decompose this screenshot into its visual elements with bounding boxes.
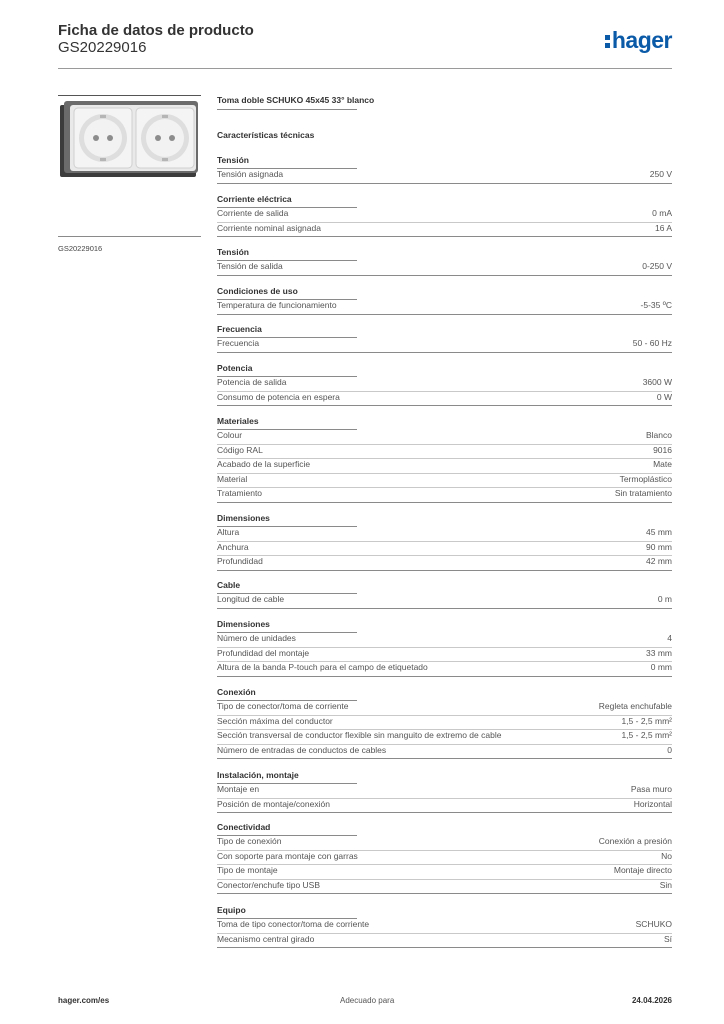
spec-value: Conexión a presión bbox=[598, 836, 672, 846]
spec-value: SCHUKO bbox=[635, 919, 672, 929]
spec-row bbox=[217, 429, 672, 443]
spec-label: Tipo de montaje bbox=[217, 865, 278, 875]
spec-value: 33 mm bbox=[646, 647, 672, 658]
spec-label: Sección máxima del conductor bbox=[217, 715, 333, 726]
spec-label: Profundidad del montaje bbox=[217, 647, 310, 658]
spec-label: Con soporte para montaje con garras bbox=[217, 850, 358, 861]
section-title: Potencia bbox=[217, 363, 253, 373]
spec-value: Termoplástico bbox=[619, 473, 672, 484]
spec-value: 3600 W bbox=[642, 377, 672, 387]
spec-value: 16 A bbox=[654, 222, 672, 233]
row-divider bbox=[217, 893, 672, 894]
spec-row bbox=[217, 632, 672, 646]
section-title: Equipo bbox=[217, 905, 246, 915]
image-bottom-divider bbox=[58, 236, 201, 237]
spec-row bbox=[217, 391, 672, 405]
spec-label: Tensión asignada bbox=[217, 169, 284, 179]
header-divider bbox=[58, 68, 672, 69]
spec-label: Montaje en bbox=[217, 784, 260, 794]
spec-row bbox=[217, 260, 672, 274]
spec-row bbox=[217, 918, 672, 932]
row-divider bbox=[217, 570, 672, 571]
spec-value: Mate bbox=[653, 459, 672, 469]
spec-row bbox=[217, 933, 672, 947]
section-title: Conexión bbox=[217, 687, 256, 697]
spec-row bbox=[217, 337, 672, 351]
section-title: Frecuencia bbox=[217, 324, 262, 334]
hager-colon-icon bbox=[605, 32, 611, 50]
spec-label: Potencia de salida bbox=[217, 377, 287, 387]
spec-row bbox=[217, 526, 672, 540]
row-divider bbox=[217, 502, 672, 503]
spec-label: Material bbox=[217, 473, 248, 484]
product-name: Toma doble SCHUKO 45x45 33° blanco bbox=[217, 95, 375, 105]
spec-row bbox=[217, 729, 672, 743]
section-title: Dimensiones bbox=[217, 513, 270, 523]
product-name-divider bbox=[217, 109, 357, 110]
spec-label: Tipo de conector/toma de corriente bbox=[217, 701, 349, 711]
spec-value: 45 mm bbox=[646, 527, 672, 537]
spec-row bbox=[217, 376, 672, 390]
spec-value: Pasa muro bbox=[630, 784, 672, 794]
spec-row bbox=[217, 864, 672, 878]
spec-row bbox=[217, 168, 672, 182]
spec-value: Horizontal bbox=[633, 798, 672, 809]
section-title: Tensión bbox=[217, 247, 249, 257]
spec-value: 1,5 - 2,5 mm² bbox=[621, 730, 672, 740]
spec-label: Sección transversal de conductor flexible sin manguito de extremo de cable bbox=[217, 730, 502, 740]
row-divider bbox=[217, 812, 672, 813]
spec-label: Tensión de salida bbox=[217, 261, 283, 271]
row-divider bbox=[217, 608, 672, 609]
spec-row bbox=[217, 207, 672, 221]
row-divider bbox=[217, 275, 672, 276]
spec-label: Profundidad bbox=[217, 556, 263, 566]
page-title: Ficha de datos de producto bbox=[58, 22, 254, 39]
spec-value: No bbox=[661, 850, 672, 861]
row-divider bbox=[217, 314, 672, 315]
section-title: Materiales bbox=[217, 416, 259, 426]
spec-row bbox=[217, 222, 672, 236]
spec-label: Corriente nominal asignada bbox=[217, 222, 321, 233]
section-title: Tensión bbox=[217, 155, 249, 165]
section-title: Conectividad bbox=[217, 822, 271, 832]
spec-row bbox=[217, 744, 672, 758]
spec-label: Consumo de potencia en espera bbox=[217, 391, 340, 402]
spec-row bbox=[217, 783, 672, 797]
row-divider bbox=[217, 676, 672, 677]
spec-value: 0 m bbox=[657, 594, 672, 604]
spec-value: 42 mm bbox=[646, 556, 672, 566]
spec-row bbox=[217, 555, 672, 569]
spec-value: -5-35 ºC bbox=[640, 300, 672, 310]
spec-row bbox=[217, 299, 672, 313]
row-divider bbox=[217, 183, 672, 184]
section-title: Instalación, montaje bbox=[217, 770, 299, 780]
footer-website: hager.com/es bbox=[58, 996, 110, 1005]
footer-date: 24.04.2026 bbox=[631, 996, 672, 1005]
spec-row bbox=[217, 444, 672, 458]
row-divider bbox=[217, 352, 672, 353]
image-caption: GS20229016 bbox=[58, 244, 103, 253]
spec-row bbox=[217, 541, 672, 555]
section-title: Dimensiones bbox=[217, 619, 270, 629]
spec-row bbox=[217, 661, 672, 675]
spec-label: Número de entradas de conductos de cables bbox=[217, 744, 387, 755]
spec-value: Sin tratamiento bbox=[614, 488, 672, 498]
double-schuko-socket-image bbox=[60, 99, 200, 179]
spec-value: 90 mm bbox=[646, 541, 672, 552]
spec-row bbox=[217, 593, 672, 607]
spec-label: Anchura bbox=[217, 541, 249, 552]
spec-label: Longitud de cable bbox=[217, 594, 285, 604]
spec-row bbox=[217, 473, 672, 487]
spec-value: Sí bbox=[663, 933, 672, 944]
spec-row bbox=[217, 487, 672, 501]
spec-row bbox=[217, 715, 672, 729]
spec-label: Mecanismo central girado bbox=[217, 933, 315, 944]
spec-label: Colour bbox=[217, 430, 243, 440]
spec-label: Conector/enchufe tipo USB bbox=[217, 879, 321, 890]
spec-label: Número de unidades bbox=[217, 633, 296, 643]
spec-label: Acabado de la superficie bbox=[217, 459, 311, 469]
spec-row bbox=[217, 835, 672, 849]
spec-row bbox=[217, 647, 672, 661]
section-title: Corriente eléctrica bbox=[217, 194, 292, 204]
spec-value: 9016 bbox=[653, 444, 672, 455]
spec-value: 0 W bbox=[656, 391, 672, 402]
spec-value: Blanco bbox=[646, 430, 672, 440]
row-divider bbox=[217, 236, 672, 237]
technical-characteristics-heading: Características técnicas bbox=[217, 130, 315, 140]
spec-value: 0 mm bbox=[650, 662, 672, 672]
product-code: GS20229016 bbox=[58, 39, 147, 56]
footer-note: Adecuado para bbox=[340, 996, 395, 1005]
spec-row bbox=[217, 700, 672, 714]
spec-value: 0 mA bbox=[652, 208, 672, 218]
spec-row bbox=[217, 850, 672, 864]
spec-value: 0-250 V bbox=[642, 261, 672, 271]
spec-label: Tratamiento bbox=[217, 488, 263, 498]
spec-value: 1,5 - 2,5 mm² bbox=[621, 715, 672, 726]
spec-label: Temperatura de funcionamiento bbox=[217, 300, 337, 310]
spec-row bbox=[217, 879, 672, 893]
image-top-divider bbox=[58, 95, 201, 96]
hager-logo bbox=[605, 27, 672, 54]
row-divider bbox=[217, 947, 672, 948]
spec-value: 0 bbox=[667, 744, 672, 755]
spec-label: Altura bbox=[217, 527, 240, 537]
spec-label: Frecuencia bbox=[217, 338, 260, 348]
spec-label: Código RAL bbox=[217, 444, 263, 455]
spec-value: Sin bbox=[659, 879, 672, 890]
section-title: Condiciones de uso bbox=[217, 286, 298, 296]
spec-label: Corriente de salida bbox=[217, 208, 289, 218]
row-divider bbox=[217, 758, 672, 759]
spec-label: Tipo de conexión bbox=[217, 836, 282, 846]
spec-value: 250 V bbox=[649, 169, 672, 179]
spec-value: 4 bbox=[667, 633, 672, 643]
spec-label: Posición de montaje/conexión bbox=[217, 798, 330, 809]
spec-row bbox=[217, 798, 672, 812]
spec-value: 50 - 60 Hz bbox=[632, 338, 672, 348]
spec-row bbox=[217, 458, 672, 472]
spec-value: Montaje directo bbox=[613, 865, 672, 875]
spec-value: Regleta enchufable bbox=[598, 701, 672, 711]
row-divider bbox=[217, 405, 672, 406]
spec-label: Altura de la banda P-touch para el campo de etiquetado bbox=[217, 662, 428, 672]
logo-text: hager bbox=[611, 27, 672, 53]
page-header bbox=[58, 22, 672, 68]
section-title: Cable bbox=[217, 580, 241, 590]
spec-label: Toma de tipo conector/toma de corriente bbox=[217, 919, 370, 929]
